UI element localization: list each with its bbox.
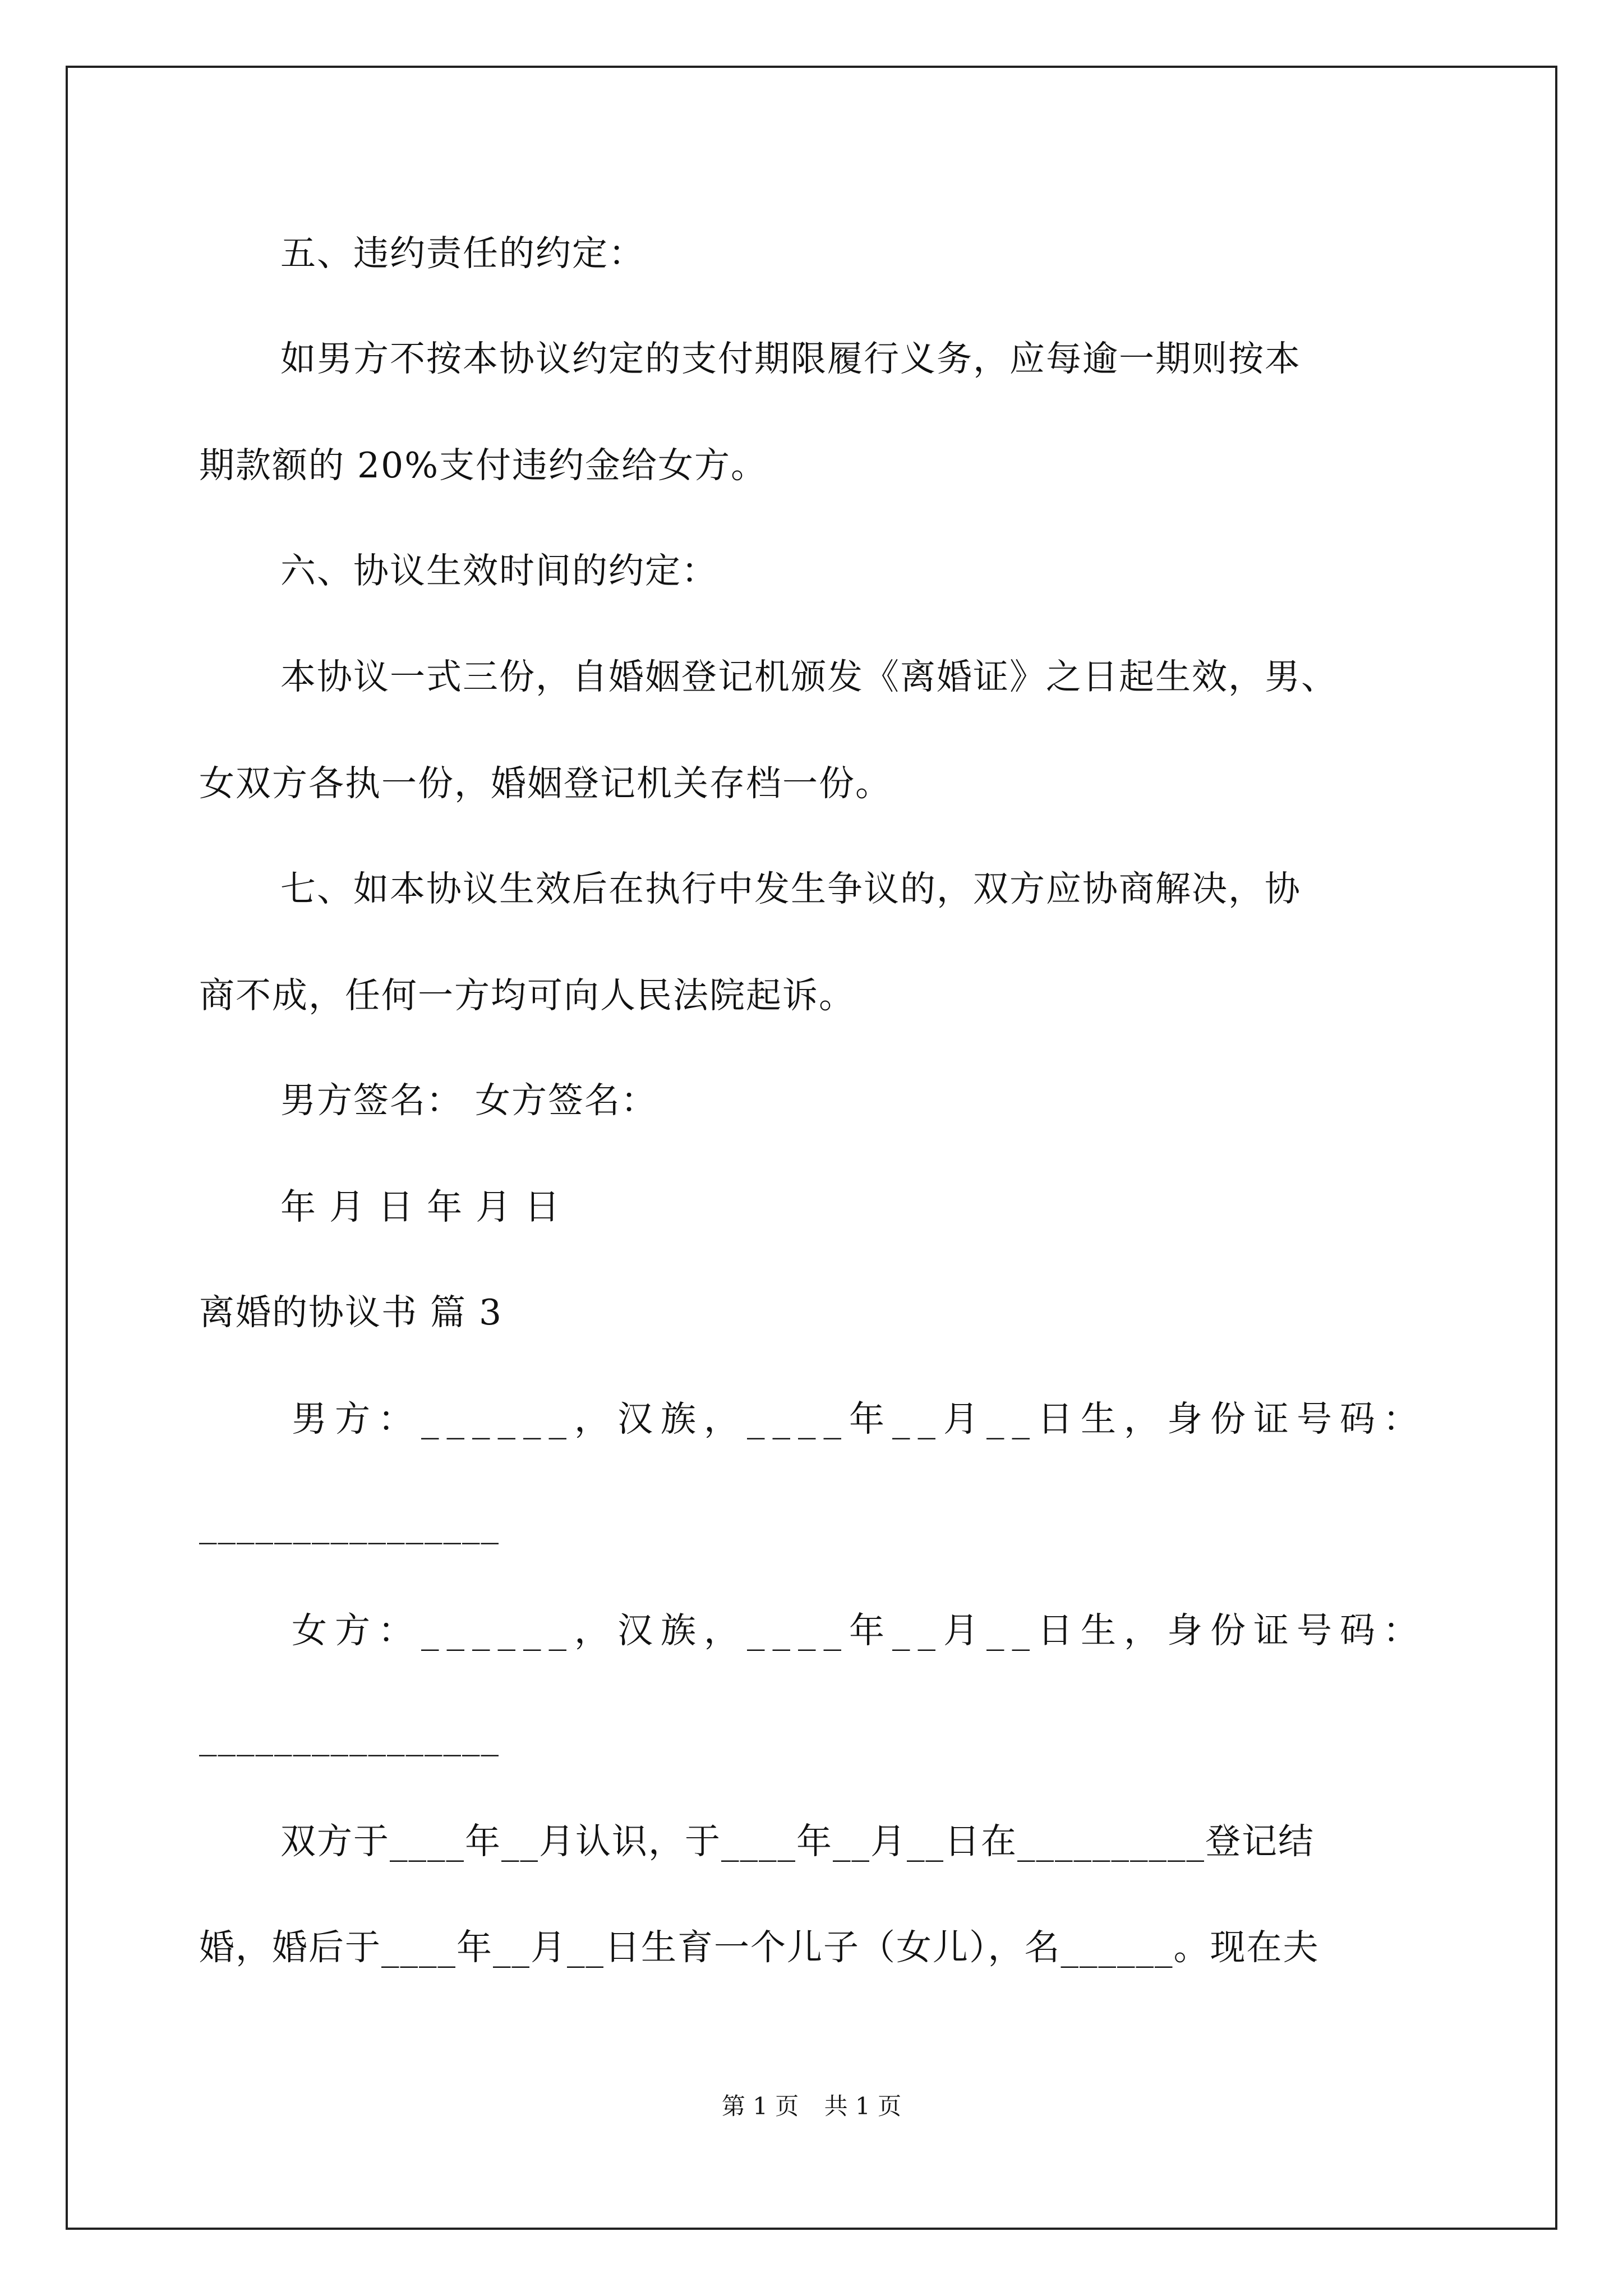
page-border bbox=[66, 66, 1557, 2230]
section-seven-line: 七、如本协议生效后在执行中发生争议的，双方应协商解决，协 bbox=[280, 868, 1301, 909]
blank-id-line: ________________ bbox=[199, 1715, 500, 1756]
section-title: 离婚的协议书 篇 3 bbox=[199, 1292, 503, 1333]
page-footer bbox=[0, 2090, 1623, 2123]
paragraph-line: 女双方各执一份，婚姻登记机关存档一份。 bbox=[199, 763, 892, 804]
male-party-line: 男方：______，汉族，____年__月__日生，身份证号码： bbox=[292, 1398, 1426, 1439]
paragraph-line: 婚，婚后于____年__月__日生育一个儿子（女儿），名______。现在夫 bbox=[199, 1927, 1320, 1968]
section-five-heading: 五、违约责任的约定： bbox=[280, 233, 645, 274]
signature-line: 男方签名： 女方签名： bbox=[280, 1080, 658, 1121]
date-line: 年 月 日 年 月 日 bbox=[280, 1186, 561, 1227]
paragraph-line: 本协议一式三份，自婚姻登记机颁发《离婚证》之日起生效，男、 bbox=[280, 656, 1338, 697]
female-party-line: 女方：______，汉族，____年__月__日生，身份证号码： bbox=[292, 1610, 1426, 1651]
page-number: 第 1 页 bbox=[721, 2092, 799, 2120]
blank-id-line: ________________ bbox=[199, 1503, 500, 1544]
paragraph-line: 双方于____年__月认识，于____年__月__日在__________登记结 bbox=[280, 1821, 1315, 1862]
paragraph-line: 期款额的 20%支付违约金给女方。 bbox=[199, 445, 768, 486]
paragraph-line: 商不成，任何一方均可向人民法院起诉。 bbox=[199, 975, 855, 1016]
paragraph-line: 如男方不按本协议约定的支付期限履行义务，应每逾一期则按本 bbox=[280, 338, 1301, 379]
page-total: 共 1 页 bbox=[824, 2092, 902, 2120]
section-six-heading: 六、协议生效时间的约定： bbox=[280, 550, 718, 591]
